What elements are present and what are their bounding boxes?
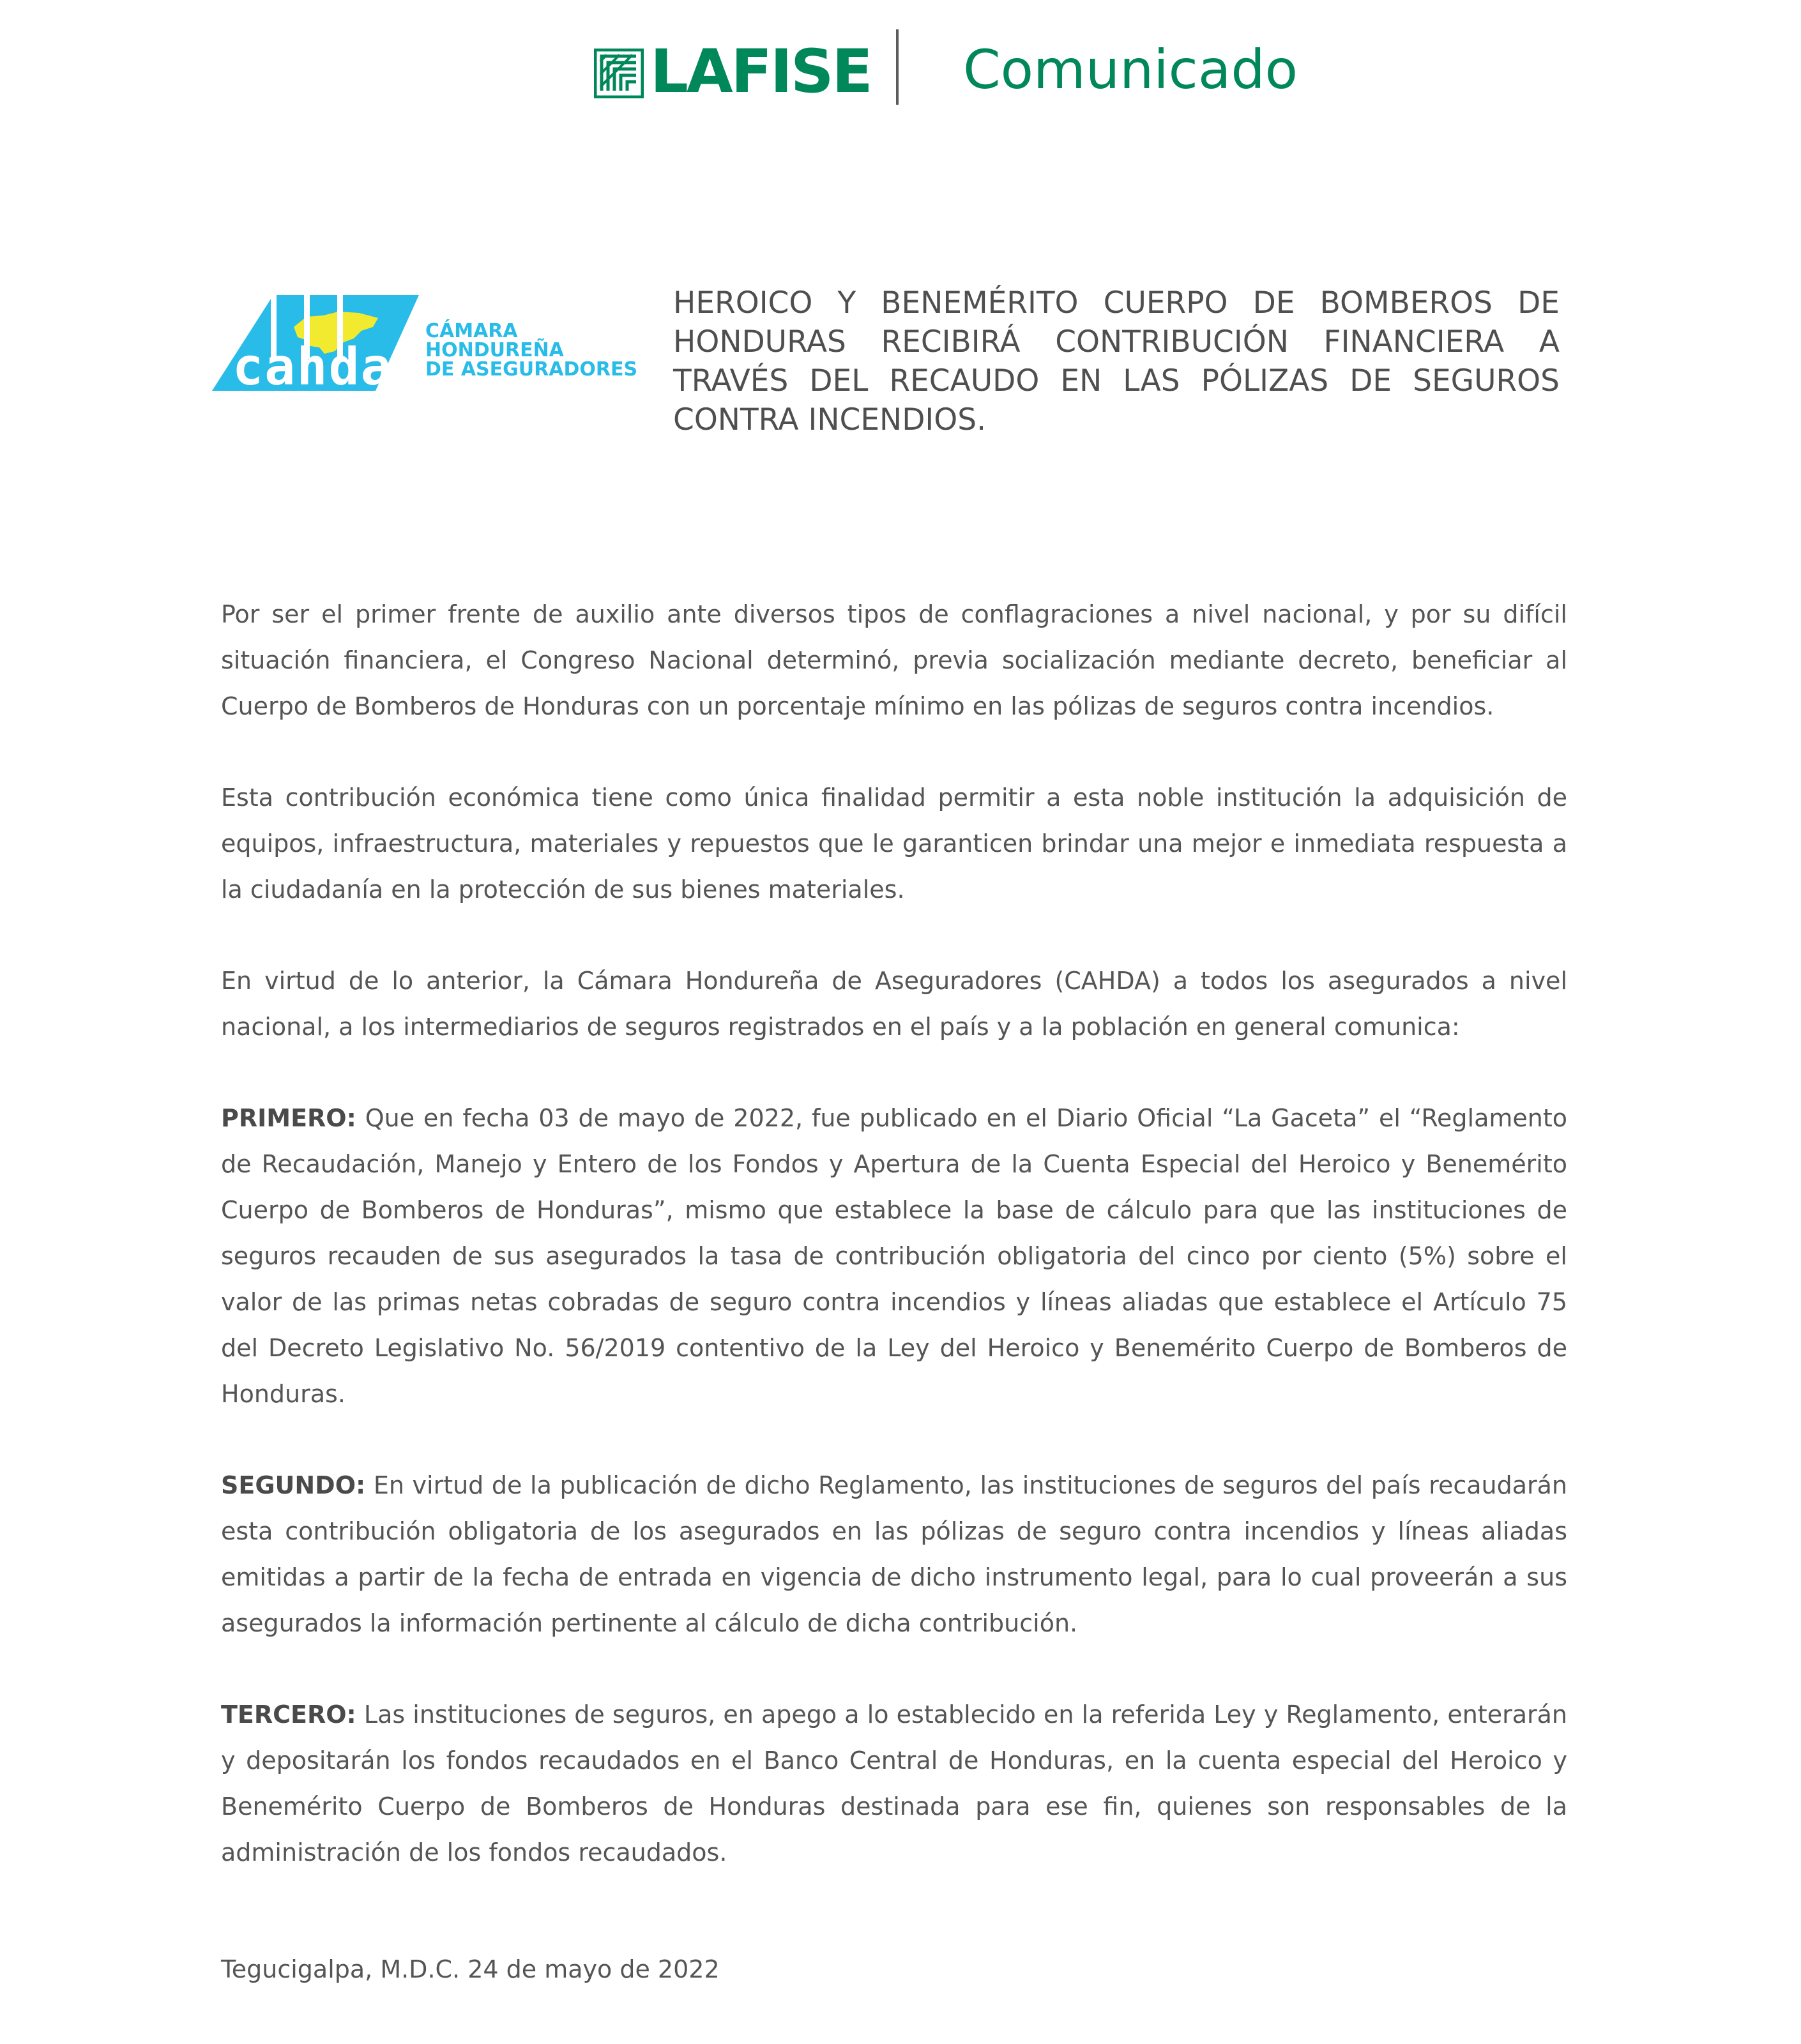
place-date: Tegucigalpa, M.D.C. 24 de mayo de 2022	[221, 1955, 720, 1983]
cahda-name-line: CÁMARA	[425, 320, 518, 342]
cahda-name-line: DE ASEGURADORES	[425, 358, 638, 381]
cahda-name	[425, 322, 637, 379]
header-divider	[896, 29, 899, 105]
paragraph: En virtud de lo anterior, la Cámara Hondureña de Aseguradores (CAHDA) a todos los asegurados a nivel nacional, a los intermediarios de seguros registrados en el país y a la población en general comunica:	[221, 967, 1567, 1041]
paragraph: Esta contribución económica tiene como única finalidad permitir a esta noble institución la adquisición de equipos, infraestructura, materiales y repuestos que le garanticen brindar una mejor e inmediata respuesta a la ciudadanía en la protección de sus bienes materiales.	[221, 784, 1567, 904]
cahda-logo	[211, 290, 645, 400]
cahda-emblem	[211, 290, 422, 400]
communique-body	[221, 591, 1567, 1875]
clause-label: PRIMERO:	[221, 1104, 356, 1132]
page-header	[0, 28, 1801, 111]
clause-text: Las instituciones de seguros, en apego a lo establecido en la referida Ley y Reglamento, enterarán y depositarán los fondos recaudados en el Banco Central de Honduras, en la cuenta especial del Heroico y Benemérito Cuerpo de Bomberos de Honduras destinada para ese fin, quienes son responsables de la administración de los fondos recaudados.	[221, 1700, 1567, 1866]
paragraph-tercero	[221, 1692, 1567, 1875]
clause-label: TERCERO:	[221, 1700, 356, 1729]
lafise-logo-text: LAFISE	[650, 37, 871, 107]
lafise-maze-icon	[594, 49, 644, 98]
clause-text: Que en fecha 03 de mayo de 2022, fue publicado en el Diario Oficial “La Gaceta” el “Reglamento de Recaudación, Manejo y Entero de los Fondos y Apertura de la Cuenta Especial del Heroico y Benemérito Cuerpo de Bomberos de Honduras”, mismo que establece la base de cálculo para que las instituciones de seguros recauden de sus asegurados la tasa de contribución obligatoria del cinco por ciento (5%) sobre el valor de las primas netas cobradas de seguro contra incendios y líneas aliadas que establece el Artículo 75 del Decreto Legislativo No. 56/2019 contentivo de la Ley del Heroico y Benemérito Cuerpo de Bomberos de Honduras.	[221, 1104, 1567, 1408]
paragraph-primero	[221, 1095, 1567, 1417]
paragraph-segundo	[221, 1462, 1567, 1646]
clause-label: SEGUNDO:	[221, 1471, 366, 1499]
cahda-word: cahda	[232, 337, 393, 397]
header-label: Comunicado	[963, 38, 1298, 101]
headline: HEROICO Y BENEMÉRITO CUERPO DE BOMBEROS DE HONDURAS RECIBIRÁ CONTRIBUCIÓN FINANCIERA A TRAVÉS DEL RECAUDO EN LAS PÓLIZAS DE SEGUROS CONTRA INCENDIOS.	[673, 285, 1560, 437]
paragraph: Por ser el primer frente de auxilio ante diversos tipos de conflagraciones a nivel nacional, y por su difícil situación financiera, el Congreso Nacional determinó, previa socialización mediante decreto, beneficiar al Cuerpo de Bomberos de Honduras con un porcentaje mínimo en las pólizas de seguros contra incendios.	[221, 600, 1567, 720]
cahda-name-line: HONDUREÑA	[425, 339, 564, 361]
clause-text: En virtud de la publicación de dicho Reglamento, las instituciones de seguros del país recaudarán esta contribución obligatoria de los asegurados en las pólizas de seguro contra incendios y líneas aliadas emitidas a partir de la fecha de entrada en vigencia de dicho instrumento legal, para lo cual proveerán a sus asegurados la información pertinente al cálculo de dicha contribución.	[221, 1471, 1567, 1637]
